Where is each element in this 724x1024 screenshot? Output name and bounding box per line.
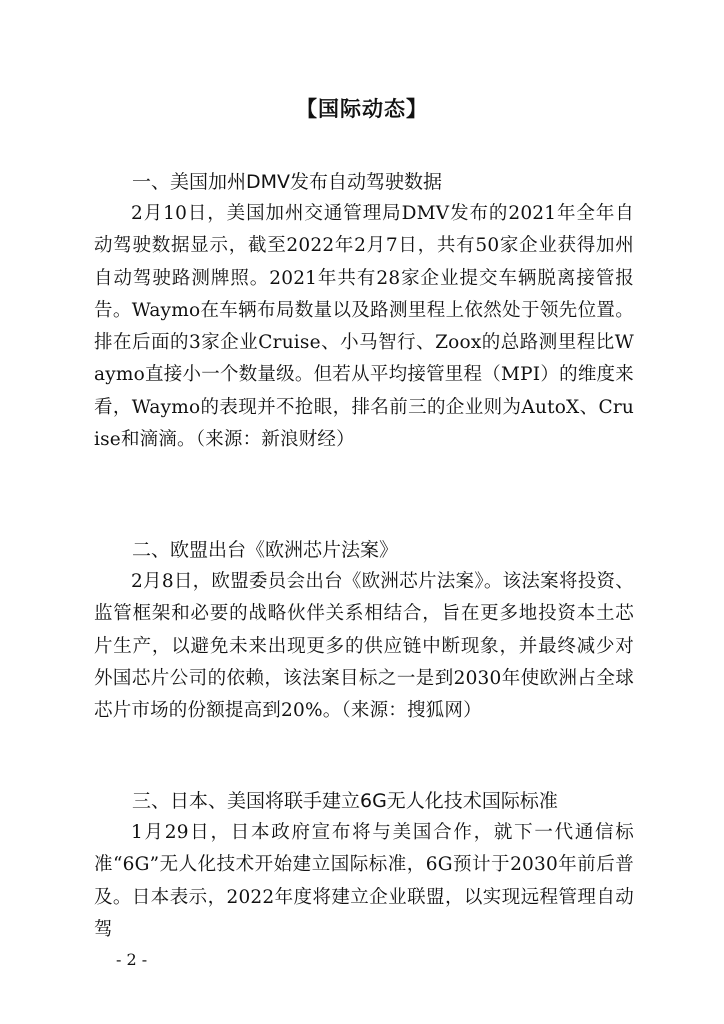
news-section-1 [94,166,634,456]
section-body-1: 2月10日，美国加州交通管理局DMV发布的2021年全年自动驾驶数据显示，截至2022年2月7日，共有50家企业获得加州自动驾驶路测牌照。2021年共有28家企业提交车辆脱离接管报告。Waymo在车辆布局数量以及路测里程上依然处于领先位置。排在后面的3家企业Cruise、小马智行、Zoox的总路测里程比Waymo直接小一个数量级。但若从平均接管里程（MPI）的维度来看，Waymo的表现并不抢眼，排名前三的企业则为AutoX、Cruise和滴滴。（来源：新浪财经） [94,203,634,451]
section-heading-3: 三、日本、美国将联手建立6G无人化技术国际标准 [132,790,558,812]
section-heading-2: 二、欧盟出台《欧洲芯片法案》 [132,539,399,561]
news-section-2 [94,534,634,727]
section-heading-1: 一、美国加州DMV发布自动驾驶数据 [132,171,443,193]
page-title: 【国际动态】 [296,97,428,121]
page-number: - 2 - [116,950,148,969]
section-body-3: 1月29日，日本政府宣布将与美国合作，就下一代通信标准“6G”无人化技术开始建立国际标准，6G预计于2030年前后普及。日本表示，2022年度将建立企业联盟，以实现远程管理自动驾 [94,822,634,940]
news-section-3 [94,785,634,978]
section-body-2: 2月8日，欧盟委员会出台《欧洲芯片法案》。该法案将投资、监管框架和必要的战略伙伴关系相结合，旨在更多地投资本土芯片生产，以避免未来出现更多的供应链中断现象，并最终减少对外国芯片公司的依赖，该法案目标之一是到2030年使欧洲占全球芯片市场的份额提高到20%。（来源：搜狐网） [94,571,634,722]
section-body-3-clip [94,817,634,978]
